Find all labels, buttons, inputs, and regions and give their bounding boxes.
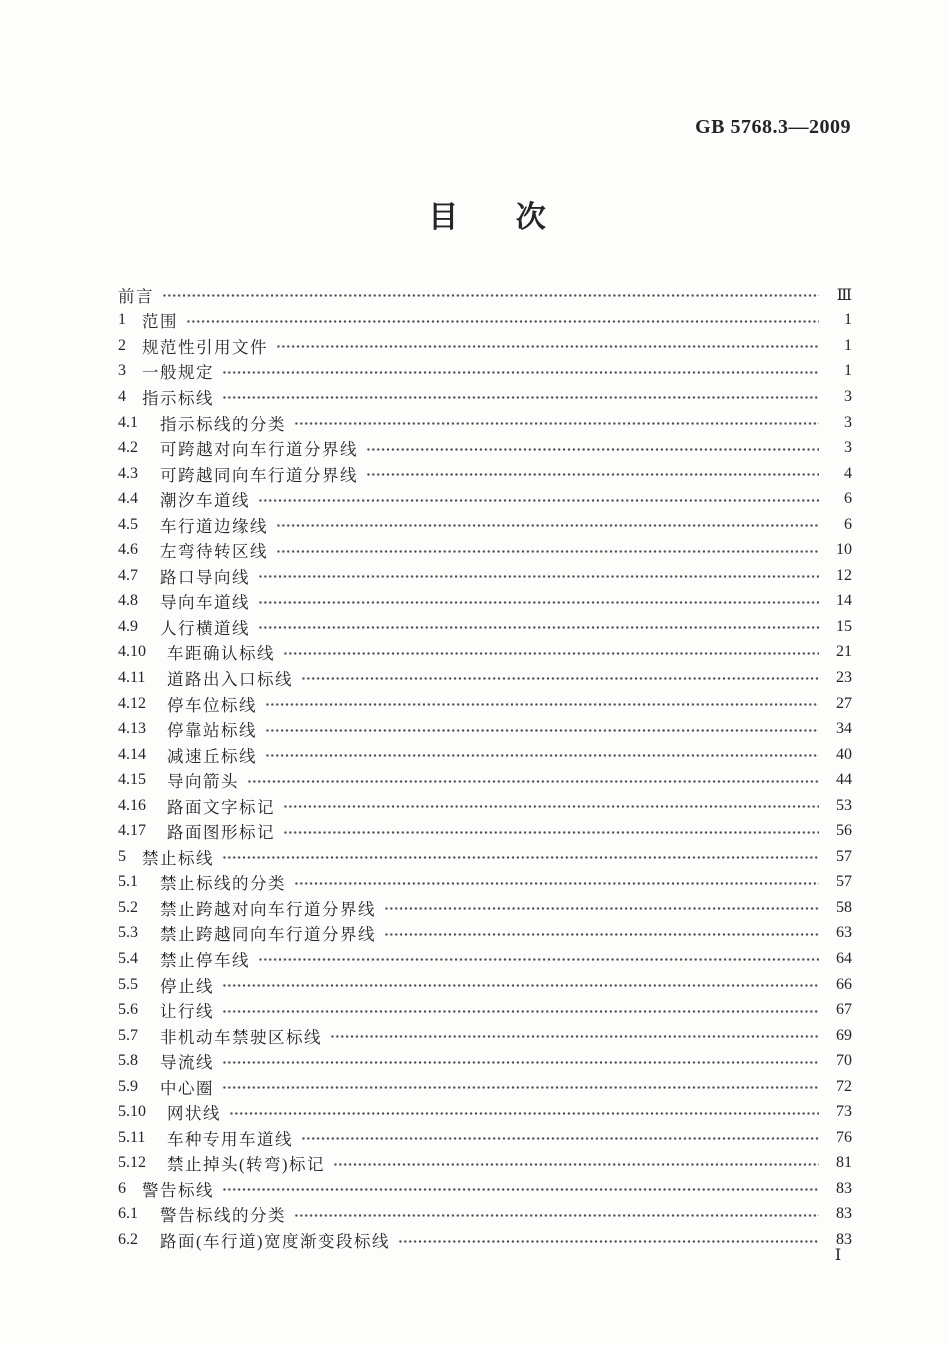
toc-entry-page: 1 bbox=[844, 311, 852, 329]
toc-entry bbox=[118, 895, 852, 921]
dot-leader bbox=[222, 368, 819, 377]
toc-entry-number: 5.11 bbox=[118, 1128, 146, 1146]
toc-entry-number: 4.11 bbox=[118, 668, 146, 686]
toc-entry-number: 3 bbox=[118, 362, 126, 380]
toc-entry-number: 5.3 bbox=[118, 924, 138, 942]
toc-entry-title: 路面文字标记 bbox=[167, 797, 275, 817]
toc-entry-number: 4.15 bbox=[118, 771, 146, 789]
toc-entry bbox=[118, 1100, 852, 1126]
toc-entry-page: 1 bbox=[844, 336, 852, 354]
toc-entry-number: 6.1 bbox=[118, 1205, 138, 1223]
toc-entry-number: 5.5 bbox=[118, 975, 138, 993]
dot-leader bbox=[222, 1185, 819, 1194]
toc-entry-title: 指示标线的分类 bbox=[160, 414, 286, 434]
toc-entry-page: 53 bbox=[836, 796, 852, 814]
toc-entry-page: 27 bbox=[836, 694, 852, 712]
toc-entry-page: 4 bbox=[844, 464, 852, 482]
toc-entry-number: 4.17 bbox=[118, 822, 146, 840]
toc-entry-page: 57 bbox=[836, 847, 852, 865]
toc-entry bbox=[118, 870, 852, 896]
toc-entry bbox=[118, 793, 852, 819]
toc-entry-title: 范围 bbox=[142, 312, 178, 332]
dot-leader bbox=[283, 802, 819, 811]
toc-entry-number: 4.3 bbox=[118, 464, 138, 482]
toc-entry bbox=[118, 486, 852, 512]
toc-entry bbox=[118, 282, 852, 308]
dot-leader bbox=[258, 496, 819, 505]
toc-entry-number: 4.2 bbox=[118, 439, 138, 457]
toc-entry-title: 停车位标线 bbox=[167, 695, 257, 715]
toc-entry bbox=[118, 997, 852, 1023]
toc-entry-title: 导向车道线 bbox=[160, 593, 250, 613]
toc-entry-title: 禁止标线的分类 bbox=[160, 874, 286, 894]
toc-entry-page: 3 bbox=[844, 387, 852, 405]
toc-entry-page: 72 bbox=[836, 1077, 852, 1095]
toc-entry-number: 5.9 bbox=[118, 1077, 138, 1095]
toc-entry bbox=[118, 640, 852, 666]
toc-entry-page: 83 bbox=[836, 1179, 852, 1197]
dot-leader bbox=[384, 904, 819, 913]
toc-entry-title: 左弯待转区线 bbox=[160, 542, 268, 562]
dot-leader bbox=[333, 1160, 819, 1169]
toc-entry bbox=[118, 946, 852, 972]
dot-leader bbox=[229, 1109, 819, 1118]
toc-entry-title: 车行道边缘线 bbox=[160, 516, 268, 536]
toc-entry-page: 73 bbox=[836, 1103, 852, 1121]
toc-entry bbox=[118, 333, 852, 359]
toc-entry-title: 路面图形标记 bbox=[167, 823, 275, 843]
toc-entry-title: 禁止跨越对向车行道分界线 bbox=[160, 899, 376, 919]
toc-entry bbox=[118, 410, 852, 436]
toc-entry-page: 70 bbox=[836, 1052, 852, 1070]
dot-leader bbox=[186, 317, 819, 326]
dot-leader bbox=[258, 572, 819, 581]
toc-entry-page: 81 bbox=[836, 1154, 852, 1172]
toc-entry bbox=[118, 742, 852, 768]
toc-entry bbox=[118, 1023, 852, 1049]
toc-entry-number: 4.7 bbox=[118, 566, 138, 584]
dot-leader bbox=[222, 981, 819, 990]
toc-entry-page: 40 bbox=[836, 745, 852, 763]
toc-entry bbox=[118, 716, 852, 742]
toc-entry bbox=[118, 844, 852, 870]
toc-entry bbox=[118, 589, 852, 615]
toc-entry bbox=[118, 1202, 852, 1228]
toc-entry bbox=[118, 563, 852, 589]
toc-entry-page: 3 bbox=[844, 413, 852, 431]
toc-entry-number: 4.8 bbox=[118, 592, 138, 610]
dot-leader bbox=[301, 1134, 819, 1143]
toc-entry-title: 警告标线 bbox=[142, 1180, 214, 1200]
toc-entry bbox=[118, 1048, 852, 1074]
page-title: 目 次 bbox=[428, 201, 546, 234]
standard-number: GB 5768.3—2009 bbox=[695, 116, 851, 138]
toc-entry-page: 66 bbox=[836, 975, 852, 993]
toc-entry-page: 44 bbox=[836, 771, 852, 789]
toc-entry bbox=[118, 308, 852, 334]
toc-entry-title: 路口导向线 bbox=[160, 567, 250, 587]
toc-entry-title: 规范性引用文件 bbox=[142, 337, 268, 357]
toc-entry-number: 4.5 bbox=[118, 515, 138, 533]
dot-leader bbox=[222, 1007, 819, 1016]
toc-entry-page: 69 bbox=[836, 1026, 852, 1044]
dot-leader bbox=[222, 1083, 819, 1092]
dot-leader bbox=[162, 291, 819, 300]
toc-entry-page: 83 bbox=[836, 1231, 852, 1248]
toc-entry bbox=[118, 614, 852, 640]
toc-entry-title: 道路出入口标线 bbox=[167, 669, 293, 689]
toc-entry-page: 67 bbox=[836, 1001, 852, 1019]
toc-entry-title: 一般规定 bbox=[142, 363, 214, 383]
toc-entry-number: 2 bbox=[118, 336, 126, 354]
toc-entry bbox=[118, 461, 852, 487]
dot-leader bbox=[276, 521, 819, 530]
dot-leader bbox=[276, 342, 819, 351]
toc-entry bbox=[118, 512, 852, 538]
toc-entry-title: 网状线 bbox=[167, 1104, 221, 1124]
toc-entry bbox=[118, 359, 852, 385]
toc-entry-number: 4.6 bbox=[118, 541, 138, 559]
toc-entry-number: 5.10 bbox=[118, 1103, 146, 1121]
dot-leader bbox=[265, 700, 819, 709]
toc-entry-page: 56 bbox=[836, 822, 852, 840]
toc-entry-page: 83 bbox=[836, 1205, 852, 1223]
toc-entry-page: 3 bbox=[844, 439, 852, 457]
dot-leader bbox=[265, 751, 819, 760]
dot-leader bbox=[222, 853, 819, 862]
toc-entry-title: 禁止掉头(转弯)标记 bbox=[167, 1155, 325, 1175]
dot-leader bbox=[294, 419, 819, 428]
toc-entry-number: 5.4 bbox=[118, 949, 138, 967]
toc-entry-number: 4.14 bbox=[118, 745, 146, 763]
toc-entry-page: 76 bbox=[836, 1128, 852, 1146]
toc-entry bbox=[118, 1151, 852, 1177]
toc-entry-page: 14 bbox=[836, 592, 852, 610]
toc-entry-number: 5 bbox=[118, 847, 126, 865]
toc-entry-number: 5.12 bbox=[118, 1154, 146, 1172]
toc-entry-page: 34 bbox=[836, 720, 852, 738]
toc-entry-number: 4.12 bbox=[118, 694, 146, 712]
dot-leader bbox=[258, 598, 819, 607]
table-of-contents bbox=[118, 282, 852, 1253]
toc-entry-page: 6 bbox=[844, 515, 852, 533]
toc-entry-number: 4.13 bbox=[118, 720, 146, 738]
toc-entry-page: 63 bbox=[836, 924, 852, 942]
toc-entry bbox=[118, 1176, 852, 1202]
dot-leader bbox=[366, 470, 819, 479]
dot-leader bbox=[398, 1237, 819, 1246]
toc-entry-number: 6.2 bbox=[118, 1231, 138, 1248]
dot-leader bbox=[283, 649, 819, 658]
dot-leader bbox=[384, 930, 819, 939]
toc-entry bbox=[118, 1227, 852, 1253]
toc-entry-title: 禁止标线 bbox=[142, 848, 214, 868]
toc-entry-number: 1 bbox=[118, 311, 126, 329]
toc-entry-page: Ⅲ bbox=[836, 286, 852, 304]
toc-entry-title: 前言 bbox=[118, 286, 154, 306]
dot-leader bbox=[222, 1058, 819, 1067]
toc-entry bbox=[118, 921, 852, 947]
toc-entry-title: 可跨越对向车行道分界线 bbox=[160, 440, 358, 460]
toc-entry-page: 58 bbox=[836, 898, 852, 916]
toc-entry-title: 警告标线的分类 bbox=[160, 1206, 286, 1226]
dot-leader bbox=[258, 623, 819, 632]
dot-leader bbox=[222, 393, 819, 402]
toc-entry-title: 导流线 bbox=[160, 1053, 214, 1073]
toc-entry bbox=[118, 691, 852, 717]
dot-leader bbox=[247, 777, 819, 786]
toc-entry bbox=[118, 767, 852, 793]
toc-entry-number: 4.9 bbox=[118, 617, 138, 635]
dot-leader bbox=[283, 828, 819, 837]
toc-entry-title: 中心圈 bbox=[160, 1078, 214, 1098]
dot-leader bbox=[265, 726, 819, 735]
toc-entry-number: 5.7 bbox=[118, 1026, 138, 1044]
toc-entry-title: 导向箭头 bbox=[167, 772, 239, 792]
toc-entry-title: 潮汐车道线 bbox=[160, 491, 250, 511]
toc-entry-title: 非机动车禁驶区标线 bbox=[160, 1027, 322, 1047]
toc-entry-title: 可跨越同向车行道分界线 bbox=[160, 465, 358, 485]
toc-entry-number: 5.8 bbox=[118, 1052, 138, 1070]
toc-entry-page: 21 bbox=[836, 643, 852, 661]
toc-entry bbox=[118, 665, 852, 691]
dot-leader bbox=[301, 674, 819, 683]
toc-entry bbox=[118, 818, 852, 844]
dot-leader bbox=[294, 1211, 819, 1220]
toc-entry-page: 23 bbox=[836, 668, 852, 686]
dot-leader bbox=[294, 879, 819, 888]
toc-entry-title: 让行线 bbox=[160, 1002, 214, 1022]
toc-entry bbox=[118, 1074, 852, 1100]
toc-entry-number: 4.1 bbox=[118, 413, 138, 431]
dot-leader bbox=[366, 445, 819, 454]
toc-entry-title: 人行横道线 bbox=[160, 618, 250, 638]
toc-entry-title: 禁止停车线 bbox=[160, 950, 250, 970]
toc-entry-page: 10 bbox=[836, 541, 852, 559]
toc-entry bbox=[118, 1125, 852, 1151]
toc-entry-number: 5.1 bbox=[118, 873, 138, 891]
toc-entry-number: 4.4 bbox=[118, 490, 138, 508]
toc-entry-page: 15 bbox=[836, 617, 852, 635]
toc-entry-title: 停靠站标线 bbox=[167, 721, 257, 741]
toc-entry-number: 4 bbox=[118, 387, 126, 405]
toc-entry-number: 5.6 bbox=[118, 1001, 138, 1019]
toc-entry-title: 禁止跨越同向车行道分界线 bbox=[160, 925, 376, 945]
toc-entry-title: 指示标线 bbox=[142, 388, 214, 408]
folio-page-number: Ⅰ bbox=[834, 1247, 842, 1264]
toc-entry-page: 6 bbox=[844, 490, 852, 508]
toc-entry-number: 4.16 bbox=[118, 796, 146, 814]
toc-entry-number: 6 bbox=[118, 1179, 126, 1197]
toc-entry-page: 57 bbox=[836, 873, 852, 891]
toc-entry-title: 停止线 bbox=[160, 976, 214, 996]
toc-entry-page: 12 bbox=[836, 566, 852, 584]
toc-entry bbox=[118, 435, 852, 461]
toc-entry-title: 车种专用车道线 bbox=[167, 1129, 293, 1149]
toc-entry bbox=[118, 972, 852, 998]
toc-entry-number: 4.10 bbox=[118, 643, 146, 661]
dot-leader bbox=[258, 955, 819, 964]
toc-entry-title: 车距确认标线 bbox=[167, 644, 275, 664]
toc-entry-title: 减速丘标线 bbox=[167, 746, 257, 766]
toc-entry-page: 1 bbox=[844, 362, 852, 380]
toc-entry bbox=[118, 384, 852, 410]
dot-leader bbox=[330, 1032, 819, 1041]
toc-entry-page: 64 bbox=[836, 949, 852, 967]
toc-entry-title: 路面(车行道)宽度渐变段标线 bbox=[160, 1232, 390, 1251]
toc-entry bbox=[118, 537, 852, 563]
dot-leader bbox=[276, 547, 819, 556]
toc-entry-number: 5.2 bbox=[118, 898, 138, 916]
